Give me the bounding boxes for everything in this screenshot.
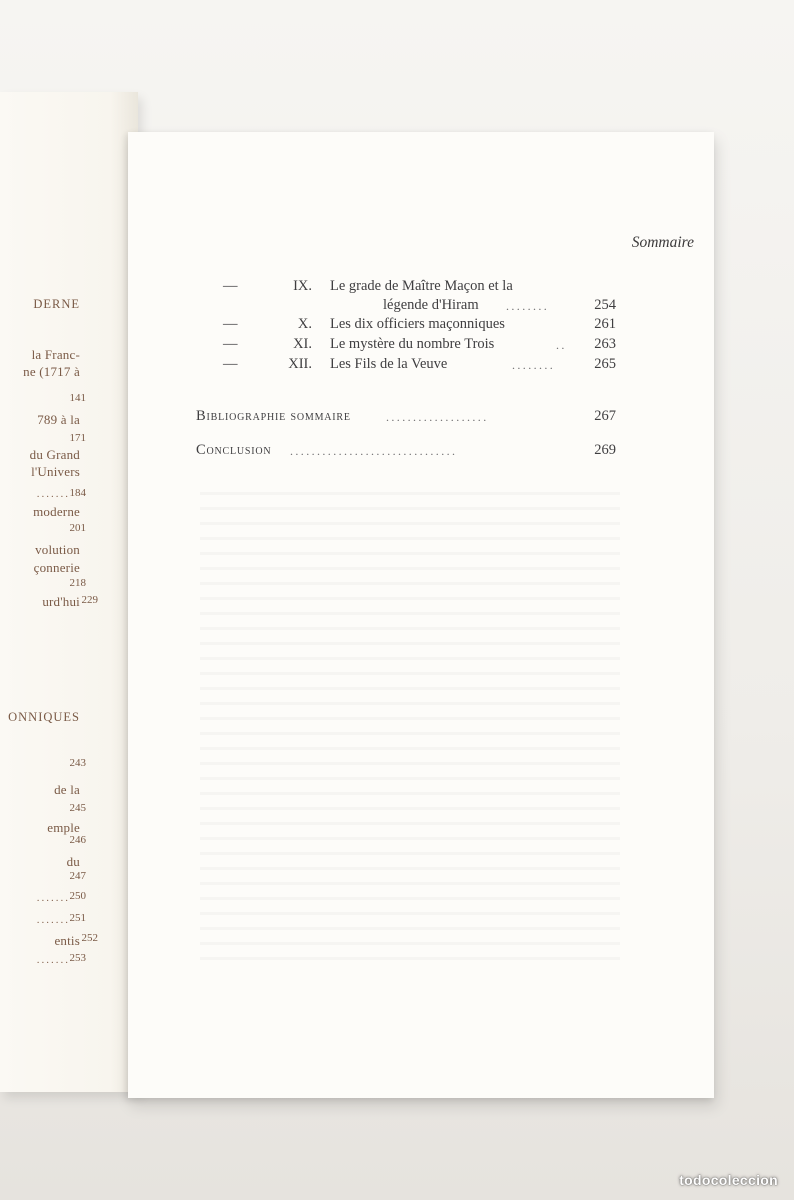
left-fragment: ne (1717 à	[23, 364, 80, 379]
toc-leader: ........	[512, 358, 556, 372]
left-fragment: moderne	[33, 504, 80, 519]
left-page-number: 184	[69, 487, 86, 499]
left-leader: .......	[36, 892, 70, 904]
chapter-number: X.	[297, 316, 312, 332]
toc-leader: ...................	[386, 410, 489, 424]
chapter-title: Le grade de Maître Maçon et la	[330, 278, 513, 294]
left-page-number: 252	[81, 932, 98, 944]
toc-entry	[0, 316, 794, 336]
left-page-number: 171	[69, 432, 86, 444]
left-page-number: 218	[69, 577, 86, 589]
chapter-number: IX.	[293, 278, 312, 294]
page-number: 254	[594, 297, 616, 313]
toc-dash: —	[223, 316, 238, 332]
left-page-number: 251	[69, 912, 86, 924]
left-fragment: l'Univers	[31, 464, 80, 479]
left-fragment: volution	[35, 542, 80, 557]
left-page-number: 245	[69, 802, 86, 814]
section-title: Conclusion	[196, 442, 272, 458]
left-fragment: du	[66, 854, 80, 869]
toc-dash: —	[223, 278, 238, 294]
left-fragment: de la	[54, 782, 80, 797]
chapter-title: Le mystère du nombre Trois	[330, 336, 495, 352]
left-page-number: 246	[69, 834, 86, 846]
left-page-number: 141	[69, 392, 86, 404]
page-number: 267	[594, 408, 616, 424]
chapter-number: XI.	[293, 336, 312, 352]
left-page	[0, 92, 138, 1092]
toc-entry	[0, 278, 794, 298]
left-fragment: du Grand	[29, 447, 80, 462]
toc-section	[0, 408, 794, 428]
left-fragment: la Franc-	[31, 347, 80, 362]
page-number: 269	[594, 442, 616, 458]
show-through-texture	[200, 480, 620, 960]
toc-section	[0, 442, 794, 462]
toc-leader: ..	[556, 338, 567, 352]
page-number: 261	[594, 316, 616, 332]
toc-entry	[0, 336, 794, 356]
left-fragment: entis	[54, 933, 80, 948]
chapter-title: légende d'Hiram	[383, 297, 479, 313]
left-fragment: 789 à la	[37, 412, 80, 427]
left-fragment: emple	[47, 820, 80, 835]
toc-dash: —	[223, 336, 238, 352]
toc-entry-continuation	[0, 297, 794, 317]
toc-dash: —	[223, 356, 238, 372]
left-leader: .......	[36, 914, 70, 926]
left-leader: .......	[36, 488, 70, 500]
running-head: Sommaire	[631, 234, 694, 251]
watermark-logo: todocoleccion	[679, 1172, 778, 1188]
page-number: 263	[594, 336, 616, 352]
chapter-title: Les Fils de la Veuve	[330, 356, 448, 372]
toc-leader: ........	[506, 299, 550, 313]
section-title: Bibliographie sommaire	[196, 408, 351, 424]
left-page-number: 247	[69, 870, 86, 882]
toc-leader: ...............................	[290, 444, 458, 458]
chapter-number: XII.	[288, 356, 312, 372]
left-page-number: 253	[69, 952, 86, 964]
left-page-number: 229	[81, 594, 98, 606]
toc-entry	[0, 356, 794, 376]
left-heading-2: ONNIQUES	[8, 710, 80, 724]
page-number: 265	[594, 356, 616, 372]
left-leader: .......	[36, 954, 70, 966]
left-page-number: 250	[69, 890, 86, 902]
chapter-title: Les dix officiers maçonniques	[330, 316, 505, 332]
left-fragment: urd'hui	[42, 594, 80, 609]
left-fragment: çonnerie	[33, 560, 80, 575]
left-page-number: 201	[69, 522, 86, 534]
left-page-number: 243	[69, 757, 86, 769]
left-heading-1: DERNE	[33, 297, 80, 311]
